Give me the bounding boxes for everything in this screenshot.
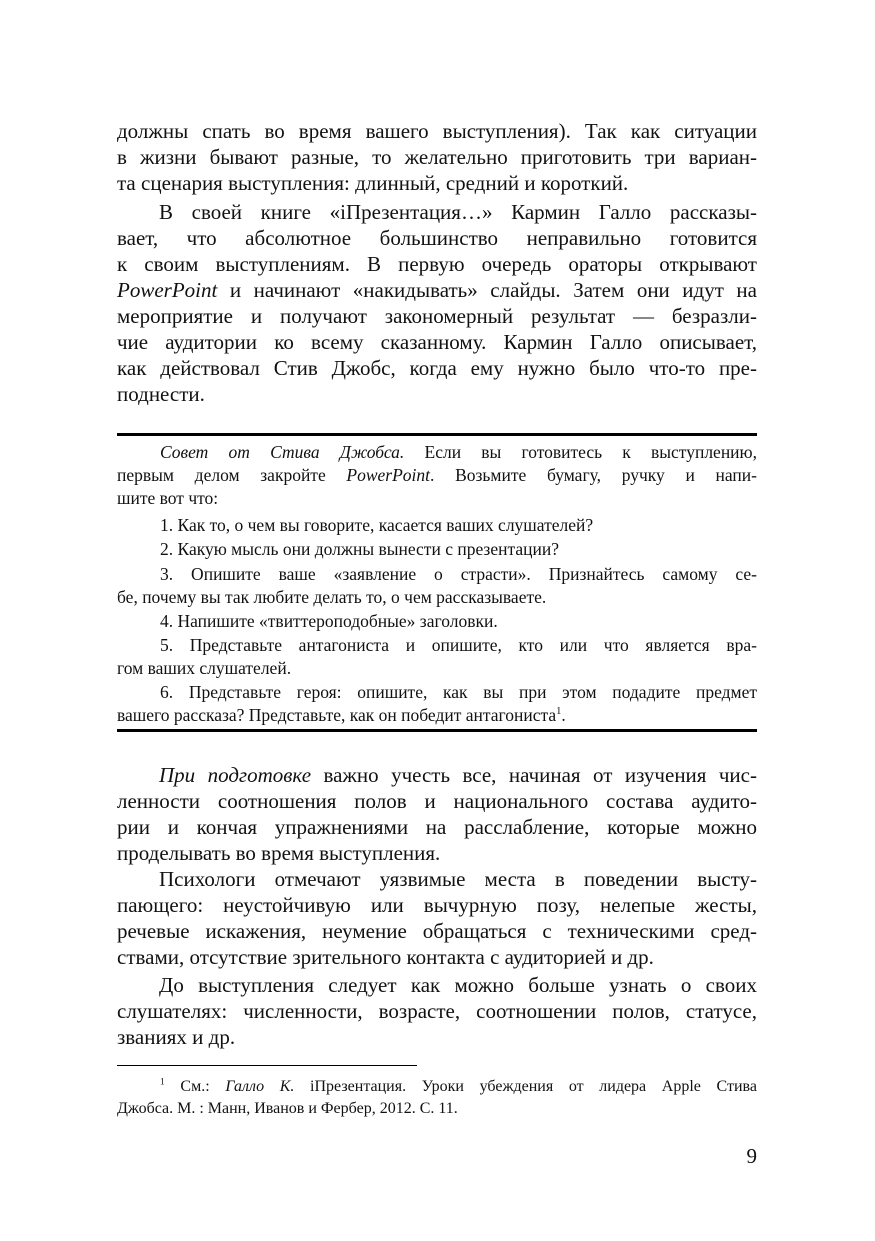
body-text-line: До выступления следует как можно больше узнать о своих xyxy=(159,973,757,997)
body-text-line: поднести. xyxy=(117,382,205,406)
body-text-line: рии и кончая упражнениями на расслабление, которые можно xyxy=(117,815,757,839)
text-span: . Возьмите бумагу, ручку и напи- xyxy=(430,465,757,485)
footnote-line: Джобса. М. : Манн, Иванов и Фербер, 2012. С. 11. xyxy=(117,1100,458,1117)
box-text-line xyxy=(117,464,757,486)
footnote-reference[interactable]: 1 xyxy=(556,706,562,718)
list-item: 5. Представьте антагониста и опишите, кто или что является вра- xyxy=(160,635,757,655)
body-text-line: званиях и др. xyxy=(117,1025,236,1049)
list-item: 2. Какую мысль они должны вынести с презентации? xyxy=(160,539,559,559)
body-text-line: проделывать во время выступления. xyxy=(117,841,441,865)
footnote-separator xyxy=(117,1065,417,1066)
body-text-line: к своим выступлениям. В первую очередь ораторы открывают xyxy=(117,252,757,276)
list-item: 4. Напишите «твиттероподобные» заголовки. xyxy=(160,611,498,631)
body-text-line: мероприятие и получают закономерный результат — безразли- xyxy=(117,304,757,328)
body-text-line: Психологи отмечают уязвимые места в поведении высту- xyxy=(159,867,757,891)
text-span: . xyxy=(561,705,566,725)
body-text-line: В своей книге «iПрезентация…» Кармин Галло рассказы- xyxy=(159,200,757,224)
body-text-line: речевые искажения, неумение обращаться с техническими сред- xyxy=(117,919,757,943)
italic-term: При подготовке xyxy=(159,763,312,787)
box-text-line: шите вот что: xyxy=(117,488,219,508)
list-item: 1. Как то, о чем вы говорите, касается ваших слушателей? xyxy=(160,515,594,535)
box-bottom-rule xyxy=(117,729,757,732)
body-text-line xyxy=(117,277,757,303)
text-span: первым делом закройте xyxy=(117,465,347,485)
text-span: iПрезентация. Уроки убеждения от лидера Apple Стива xyxy=(294,1078,757,1095)
text-span: важно учесть все, начиная от изучения чис- xyxy=(311,763,757,787)
list-item-continuation: гом ваших слушателей. xyxy=(117,658,292,678)
text-span: вашего рассказа? Представьте, как он победит антагониста xyxy=(117,705,557,725)
body-text-line: та сценария выступления: длинный, средний и короткий. xyxy=(117,171,629,195)
body-text-line: чие аудитории ко всему сказанному. Кармин Галло описывает, xyxy=(117,330,757,354)
italic-term: PowerPoint xyxy=(117,278,218,302)
list-item: 3. Опишите ваше «заявление о страсти». Признайтесь самому се- xyxy=(160,564,757,584)
body-text-line: пающего: неустойчивую или вычурную позу, нелепые жесты, xyxy=(117,893,757,917)
list-item-continuation xyxy=(117,704,757,726)
footnote-mark: 1 xyxy=(160,1076,165,1088)
box-text-line xyxy=(160,441,757,463)
text-span: Если вы готовитесь к выступлению, xyxy=(404,442,757,462)
page-number: 9 xyxy=(746,1144,757,1168)
body-text-line xyxy=(159,762,757,788)
footnote-line xyxy=(160,1077,757,1097)
italic-term: PowerPoint xyxy=(346,465,431,485)
body-text-line: в жизни бывают разные, то желательно приготовить три вариан- xyxy=(117,145,757,169)
body-text-line: вает, что абсолютное большинство неправильно готовится xyxy=(117,226,757,250)
text-span: и начинают «накидывать» слайды. Затем они идут на xyxy=(217,278,757,302)
box-top-rule xyxy=(117,433,757,436)
list-item-continuation: бе, почему вы так любите делать то, о чем рассказываете. xyxy=(117,587,547,607)
body-text-line: должны спать во время вашего выступления). Так как ситуации xyxy=(117,119,757,143)
list-item: 6. Представьте героя: опишите, как вы при этом подадите предмет xyxy=(160,682,757,702)
footnote-author: Галло К. xyxy=(225,1078,295,1095)
body-text-line: ствами, отсутствие зрительного контакта с аудиторией и др. xyxy=(117,945,654,969)
body-text-line: как действовал Стив Джобс, когда ему нужно было что-то пре- xyxy=(117,356,757,380)
body-text-line: слушателях: численности, возрасте, соотношении полов, статусе, xyxy=(117,999,757,1023)
box-heading: Совет от Стива Джобса. xyxy=(160,442,405,462)
body-text-line: ленности соотношения полов и национального состава аудито- xyxy=(117,789,757,813)
text-span: См.: xyxy=(164,1078,226,1095)
